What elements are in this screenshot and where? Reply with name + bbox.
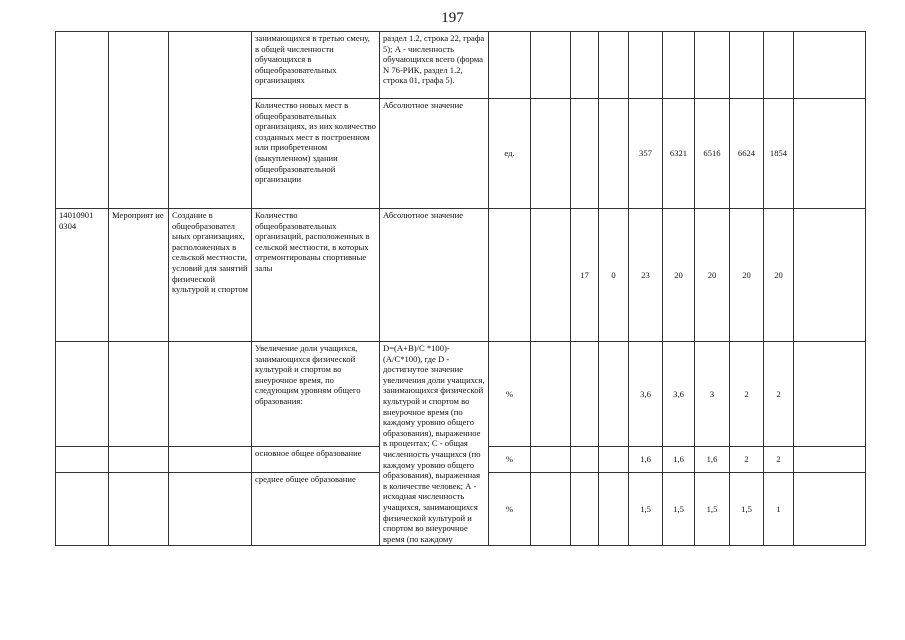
empty-cell bbox=[599, 446, 629, 472]
value-cell: 1,5 bbox=[663, 472, 695, 546]
type-cell bbox=[109, 32, 169, 209]
method-cell: Абсолютное значение bbox=[380, 209, 489, 342]
indicator-cell: занимающихся в третью смену, в общей численности обучающихся в общеобразовательных организациях bbox=[252, 32, 380, 99]
value-cell: 1,6 bbox=[695, 446, 730, 472]
indicator-cell: Увеличение доли учащихся, занимающихся физической культурой и спортом во внеурочное время, по следующим уровням общего образования: bbox=[252, 342, 380, 447]
empty-cell bbox=[531, 209, 571, 342]
empty-cell bbox=[56, 342, 109, 447]
empty-cell bbox=[109, 446, 169, 472]
value-cell bbox=[531, 342, 571, 447]
indicator-cell: основное общее образование bbox=[252, 446, 380, 472]
empty-cell bbox=[109, 472, 169, 546]
value-cell bbox=[531, 472, 571, 546]
value-cell bbox=[571, 32, 599, 99]
empty-cell bbox=[599, 99, 629, 209]
value-cell: 1,6 bbox=[663, 446, 695, 472]
program-indicators-table bbox=[55, 31, 866, 546]
empty-cell bbox=[109, 342, 169, 447]
value-cell: 3 bbox=[695, 342, 730, 447]
value-cell bbox=[629, 32, 663, 99]
empty-cell bbox=[56, 472, 109, 546]
value-cell: 0 bbox=[599, 209, 629, 342]
empty-cell bbox=[169, 446, 252, 472]
value-cell: 20 bbox=[695, 209, 730, 342]
indicator-cell: Количество новых мест в общеобразовательных организациях, из них количество созданных мест в построенном или приобретенном (выкупленном) здании общеобразовательной организации bbox=[252, 99, 380, 209]
value-cell: 1,5 bbox=[629, 472, 663, 546]
name-cell bbox=[169, 32, 252, 209]
value-cell bbox=[531, 446, 571, 472]
empty-cell bbox=[794, 342, 866, 447]
page-number: 197 bbox=[441, 10, 464, 26]
value-cell bbox=[571, 99, 599, 209]
value-cell: 3,6 bbox=[629, 342, 663, 447]
value-cell: 6321 bbox=[663, 99, 695, 209]
table-row bbox=[56, 342, 866, 447]
code-cell: 14010901 0304 bbox=[56, 209, 109, 342]
empty-cell bbox=[794, 32, 866, 99]
value-cell bbox=[571, 342, 599, 447]
value-cell: 1,5 bbox=[730, 472, 764, 546]
value-cell: 1,6 bbox=[629, 446, 663, 472]
type-cell: Мероприят ие bbox=[109, 209, 169, 342]
value-cell bbox=[695, 32, 730, 99]
empty-cell bbox=[169, 342, 252, 447]
unit-cell: % bbox=[489, 446, 531, 472]
value-cell bbox=[571, 446, 599, 472]
empty-cell bbox=[794, 472, 866, 546]
value-cell: 2 bbox=[764, 342, 794, 447]
unit-cell: % bbox=[489, 342, 531, 447]
value-cell: 20 bbox=[764, 209, 794, 342]
value-cell: 20 bbox=[730, 209, 764, 342]
empty-cell bbox=[169, 472, 252, 546]
value-cell: 6624 bbox=[730, 99, 764, 209]
empty-cell bbox=[794, 209, 866, 342]
method-cell: D=(A+B)/C *100)-(A/C*100), где D - достигнутое значение увеличения доли учащихся, занимающихся физической культурой и спортом во внеурочное время (по каждому уровню общего образования), выраженное в процентах; С - общая численность учащихся (по каждому уровню общего образования), выраженная в количестве человек; А - исходная численность учащихся, занимающихся физической культурой и спортом во внеурочное время (по каждому bbox=[380, 342, 489, 546]
value-cell bbox=[531, 99, 571, 209]
value-cell: 17 bbox=[571, 209, 599, 342]
value-cell bbox=[663, 32, 695, 99]
value-cell: 23 bbox=[629, 209, 663, 342]
value-cell: 1,5 bbox=[695, 472, 730, 546]
empty-cell bbox=[599, 342, 629, 447]
unit-cell bbox=[489, 209, 531, 342]
empty-cell bbox=[794, 446, 866, 472]
value-cell: 357 bbox=[629, 99, 663, 209]
method-cell: Абсолютное значение bbox=[380, 99, 489, 209]
table-row bbox=[56, 32, 866, 99]
table-row bbox=[56, 209, 866, 342]
value-cell: 6516 bbox=[695, 99, 730, 209]
value-cell: 20 bbox=[663, 209, 695, 342]
value-cell bbox=[571, 472, 599, 546]
empty-cell bbox=[794, 99, 866, 209]
value-cell: 1854 bbox=[764, 99, 794, 209]
value-cell: 2 bbox=[764, 446, 794, 472]
value-cell: 3,6 bbox=[663, 342, 695, 447]
empty-cell bbox=[764, 32, 794, 99]
indicator-cell: среднее общее образование bbox=[252, 472, 380, 546]
value-cell: 1 bbox=[764, 472, 794, 546]
value-cell bbox=[599, 32, 629, 99]
value-cell: 2 bbox=[730, 446, 764, 472]
code-cell bbox=[56, 32, 109, 209]
empty-cell bbox=[599, 472, 629, 546]
unit-cell: % bbox=[489, 472, 531, 546]
unit-cell bbox=[489, 32, 531, 99]
value-cell: 2 bbox=[730, 342, 764, 447]
empty-cell bbox=[56, 446, 109, 472]
unit-cell: ед. bbox=[489, 99, 531, 209]
value-cell bbox=[730, 32, 764, 99]
indicator-cell: Количество общеобразовательных организаций, расположенных в сельской местности, в которых отремонтированы спортивные залы bbox=[252, 209, 380, 342]
name-cell: Создание в общеобразовател ьных организациях, расположенных в сельской местности, условий для занятий физической культурой и спортом bbox=[169, 209, 252, 342]
value-cell bbox=[531, 32, 571, 99]
method-cell: раздел 1.2, строка 22, графа 5); А - численность обучающихся всего (форма N 76-РИК, раздел 1.2, строка 01, графа 5). bbox=[380, 32, 489, 99]
